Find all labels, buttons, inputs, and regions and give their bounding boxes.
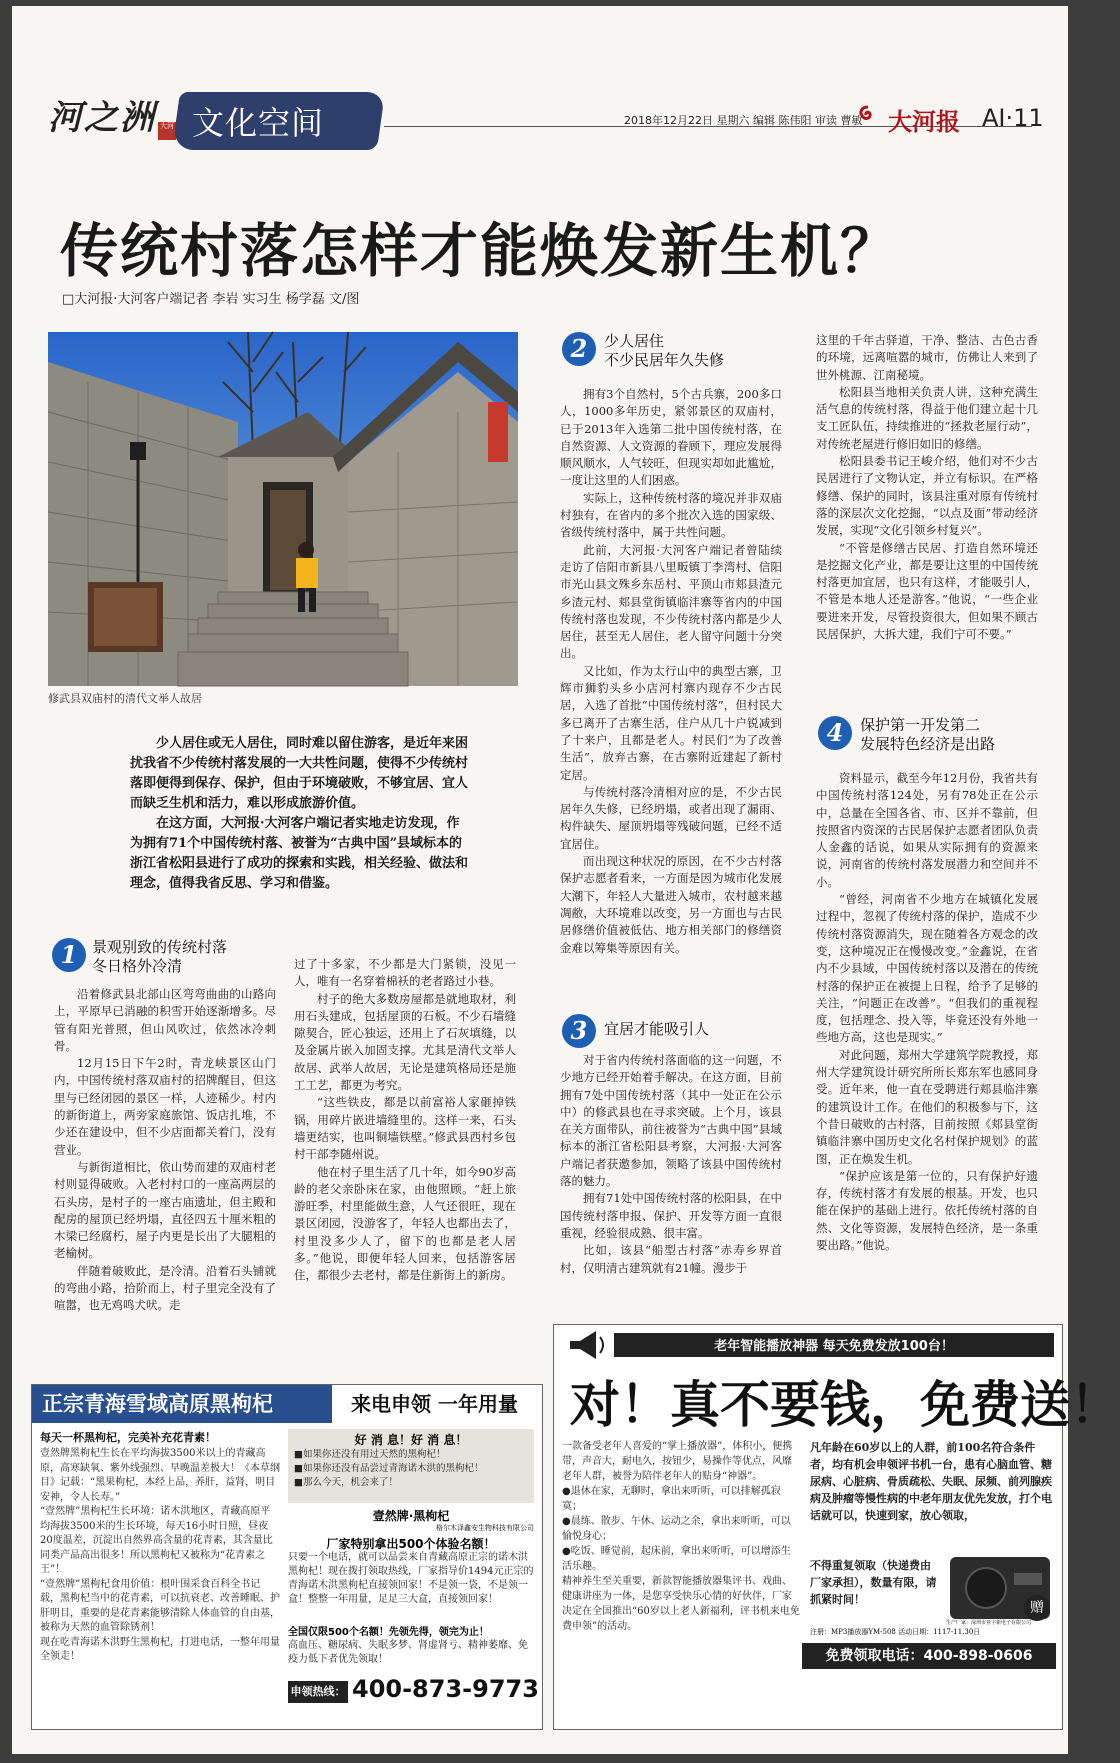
paragraph: 拥有3个自然村，5个古兵寨，200多口人，1000多年历史，紧邻景区的双庙村，已于2013年入选第二批中国传统村落，在自然资源、人文资源的眷顾下，理应发展得顺风顺水，人气较旺，但现实却如此尴尬，一度让这里的人们困惑。 [560,387,782,488]
section-3-number: 3 [562,1014,596,1048]
paragraph: 伴随着破败此，是冷清。沿着石头铺就的弯曲小路，拾阶而上，村子里完全没有了喧嚣，也无鸡鸣犬吠。走 [54,1263,276,1313]
ad-maker: 格尔木泽鑫安生物科技有限公司 [436,1524,534,1532]
section-3-heading: 宜居才能吸引人 [604,1020,710,1038]
section-2-heading [604,332,764,370]
paragraph: 又比如，作为太行山中的典型古寨，卫辉市狮豹头乡小店河村寨内现存不少古民居，入选了首批“中国传统村落”，但村民大多已离开了古寨生活，住户从几十户锐减到了十来户，且都是老人。村民们“为了改善生活”，放弃古寨，在古寨附近建起了新村定居。 [560,663,782,782]
section-heading-line: 景观别致的传统村落 [92,938,228,956]
newspaper-page [12,6,1120,1754]
ad-bullet: ●退休在家，无聊时，拿出来听听，可以排解孤寂寞； [562,1486,781,1512]
good-news-item: ■那么今天，机会来了！ [294,1477,398,1488]
paragraph: 此前，大河报·大河客户端记者曾陆续走访了信阳市新县八里畈镇丁李湾村、信阳市光山县文殊乡东岳村、平顶山市郏县渣元乡渣元村、郏县堂街镇临沣寨等省内的中国传统村落也发现，不少传统村落内都是少人居住，甚至无人居住，老人留守问题十分突出。 [560,542,782,661]
goji-advertisement [31,1384,543,1730]
ad2-body [562,1439,800,1634]
ad-body [40,1447,280,1665]
paper-name: 大河报 [888,107,960,136]
ad-limit: 全国仅限500个名额！先领先得，领完为止！ [288,1627,489,1638]
ad-paragraph: “壹然牌”黑枸杞生长环境：诺木洪地区，青藏高原平均海拔3500米的生长环境，每天16小时日照，昼夜20度温差，沉淀出自然界高含量的花青素，其含量比同类产品高出很多！所以黑枸杞又被称为“花青素之王”！ [40,1506,273,1575]
section-title: 文化空间 [192,104,325,142]
ad-groups: 高血压、糖尿病、失眠多梦、肾虚肾亏、精神萎靡、免疫力低下者优先领取！ [288,1640,528,1665]
article-column-4b [816,770,1038,1254]
paragraph: “曾经，河南省不少地方在城镇化发展过程中，忽视了传统村落的保护，造成不少传统村落资源消失，现在随着各方观念的改变，这种境况正在慢慢改变。”金鑫说，在省内不少县域，中国传统村落以及潜在的传统村落的保护正在被提上日程，给予了足够的关注，“问题正在改善”。“但我们的重视程度，包括理念、投入等，毕竟还没有外地一些地方高，这也是现实。” [816,892,1038,1045]
paper-logo-icon [856,104,880,128]
section-heading-line: 少人居住 [604,332,665,350]
logo-seal: 大河 [158,122,176,140]
paragraph: “不管是修缮古民居、打造自然环境还是挖掘文化产业，都是要让这里的中国传统村落更加宜居，也只有这样，才能吸引人，不管是本地人还是游客。”他说，“一些企业要进来开发，尽管投资很大，但如果不顾古民居保护，大拆大建，我们宁可不要。” [816,540,1038,642]
paragraph: 他在村子里生活了几十年，如今90岁高龄的老父亲卧床在家，由他照顾。“赶上旅游旺季，村里能做生意，人气还很旺，现在景区闭园，没游客了，年轻人也都出去了，村里没多少人了，留下的也都是老人居多。”他说，即便年轻人回来，包括游客居住，都很少去老村，都是住新街上的新房。 [294,1164,516,1283]
paragraph: 与传统村落冷清相对应的是，不少古民居年久失修，已经坍塌，或者出现了漏雨、构件缺失、屋顶坍塌等残破问题，已经不适宜居住。 [560,784,782,851]
good-news-item: ■如果你还没有品尝过青海诺木洪的黑枸杞！ [294,1463,484,1474]
paragraph: 这里的千年古驿道，干净、整洁、古色古香的环境，远离喧嚣的城市，仿佛让人来到了世外桃源、江南秘境。 [816,333,1038,382]
ad-banner: 老年智能播放神器 每天免费发放100台！ [714,1339,954,1354]
ad-title: 正宗青海雪域高原黑枸杞 [32,1385,332,1423]
paragraph: 沿着修武县北部山区弯弯曲曲的山路向上，平原早已消融的积雪开始逐渐增多。尽管有阳光普照，但山风吹过，依然冰冷刺骨。 [54,987,276,1053]
village-photo [48,332,518,686]
ad2-note: 注册：MP3播放器YM-508 活动日期：1117-11.30日 [810,1628,981,1636]
article-column-3b [560,1052,782,1277]
paragraph: 12月15日下午2时，青龙峡景区山门内，中国传统村落双庙村的招牌醒目，但这里与已经闭园的景区一样，人迹稀少。村内的新街道上，两旁家庭旅馆、饭店扎堆，不少还在建设中，但不少店面都关着门，没有营业。 [54,1056,276,1157]
ad2-limit: 不得重复领取（快递费由厂家承担），数量有限，请抓紧时间！ [810,1559,937,1606]
megaphone-icon [566,1329,610,1361]
page-number: AⅠ·11 [982,104,1044,132]
hotline-number[interactable]: 400-873-9773 [352,1675,539,1703]
paragraph: 而出现这种状况的原因，在不少古村落保护志愿者看来，一方面是因为城市化发展大潮下，年轻人大量进入城市，农村越来越凋敝，大环境难以改变，另一方面也与古民居修缮价值被低估、地方相关部门的修缮资金难以筹集等原因有关。 [560,854,782,955]
ad-paragraph: “壹然牌”黑枸杞食用价值：根叶围采食百科全书记载，黑枸杞当中的花青素，可以抗衰老、改善睡眠、护肝明目，重要的是花青素能够清除人体血管的自由基，被称为天然的血管除锈剂！ [40,1578,280,1633]
ad-offer: 厂家特别拿出500个体验名额！ [326,1537,496,1551]
phone-label: 免费领取电话： [825,1648,924,1664]
paragraph: 资料显示，截至今年12月份，我省共有中国传统村落124处，另有78处正在公示中，总量在全国各省、市、区并不靠前，但按照省内资深的古民居保护志愿者团队负责人金鑫的话说，如果从实际拥有的资源来说，河南省的传统村落发展潜力和空间并不小。 [816,771,1038,889]
phone-number[interactable]: 400-898-0606 [923,1648,1033,1664]
paragraph: 对此问题，郑州大学建筑学院教授，郑州大学建筑设计研究所所长郑东军也感同身受。近年来，他一直在受聘进行郏县临沣寨的建筑设计工作。在他们的积极参与下，这个昔日破败的古村落，目前按照《郏县堂街镇临沣寨中国历史文化名村保护规划》的蓝图，正在焕发生机。 [816,1047,1038,1166]
ad-paragraph: 现在吃青海诺木洪野生黑枸杞，打进电话，一整年用量全领走！ [40,1636,280,1662]
paragraph: “这些铁皮，都是以前富裕人家砸掉铁锅，用碎片嵌进墙缝里的。这样一来，石头墙更结实，也叫铜墙铁壁。”修武县西村乡包村干部李随州说。 [294,1095,516,1162]
ad2-phone[interactable] [802,1643,1056,1669]
lead-paragraph: 在这方面，大河报·大河客户端记者实地走访发现，作为拥有71个中国传统村落、被誉为“古典中国”县域标本的浙江省松阳县进行了成功的探索和实践，相关经验、做法和理念，值得我省反思、学习和借鉴。 [130,816,469,891]
article-column-1 [54,986,276,1315]
column-logo: 河之洲 [48,98,156,138]
photo-caption: 修武县双庙村的清代文举人故居 [48,692,202,705]
hotline-label: 申领热线： [288,1681,348,1703]
paragraph: 村子的绝大多数房屋都是就地取材，利用石头建成，包括屋顶的石板。不少石墙缝隙契合，匠心独运，还用上了石灰填缝，以及金属片嵌入加固支撑。尤其是清代文举人故居、武举人故居，无论是建筑格局还是施工工艺，都更为考究。 [294,991,516,1093]
ad-paragraph: 一款备受老年人喜爱的“掌上播放器”，体积小，便携带，声音大，耐电久，按钮少，易操作等优点，风靡老年人群，被誉为陪伴老年人的贴身“神器”。 [562,1441,793,1482]
ad-offer-body: 只要一个电话，就可以品尝来自青藏高原正宗的诺木洪黑枸杞！现在拨打领取热线，厂家指导价1494元正宗的青海诺木洪黑枸杞直接领回家！不是领一袋，不是领一盒！整整一年用量，足足三大盒，直接领回家！ [288,1552,534,1605]
headline: 传统村落怎样才能焕发新生机？ [60,217,901,285]
issue-date: 2018年12月22日 星期六 编辑 陈伟阳 审读 曹敏 [624,114,863,127]
article-column-4 [816,332,1038,643]
article-lead [130,734,470,894]
ad-paragraph: 精神养生至关重要，新款智能播放器集评书、戏曲、健康讲座为一体，是您享受快乐心情的好伙伴，厂家决定在全国推出“60岁以上老人新福利，评书机来电免费申领”的活动。 [562,1576,800,1632]
ad-slogan: 对！真不要钱，免费送！ [570,1376,1120,1434]
ad-bullet: ●晨练、散步、午休、运动之余，拿出来听听，可以愉悦身心； [562,1516,791,1542]
section-1-number: 1 [52,938,86,972]
section-1-heading [92,938,262,976]
good-news-box [288,1429,534,1503]
good-news-title: 好 消 息！好 消 息！ [354,1433,468,1447]
ad-brand: 壹然牌·黑枸杞 [372,1509,450,1523]
section-4-number: 4 [818,716,852,750]
section-4-heading [860,716,1040,754]
paragraph: 松阳县当地相关负责人讲，这种充满生活气息的传统村落，得益于他们建立起十几支工匠队伍，持续推进的“拯救老屋行动”，对传统老屋进行修旧如旧的修缮。 [816,384,1038,451]
lead-paragraph: 少人居住或无人居住，同时难以留住游客，是近年来困扰我省不少传统村落发展的一大共性问题，使得不少传统村落即便得到保存、保护，但由于环境破败，不够宜居、宜人而缺乏生机和活力，难以形成旅游价值。 [130,736,469,811]
paragraph: 与新街道相比，依山势而建的双庙村老村则显得破败。入老村村口的一座高两层的石头房，是村子的一座古庙遗址，但主殿和配房的屋顶已经坍塌，直径四五十厘米粗的木梁已经腐朽，屋子内更是长出了大腿粗的老榆树。 [54,1159,276,1261]
ad-tagline: 每天一杯黑枸杞，完美补充花青素！ [40,1431,216,1444]
section-2-number: 2 [562,332,596,366]
good-news-item: ■如果你还没有用过天然的黑枸杞！ [294,1449,446,1460]
section-heading-line: 保护第一开发第二 [860,716,981,734]
section-heading-line: 冬日格外冷清 [92,957,183,975]
paragraph: 过了十多家，不少都是大门紧锁，没见一人，唯有一名穿着棉袄的老者路过小巷。 [294,957,516,989]
byline: □大河报·大河客户端记者 李岩 实习生 杨学磊 文/图 [62,292,360,307]
ad-paragraph: 壹然牌黑枸杞生长在平均海拔3500米以上的青藏高原，高寒缺氧、紫外线强烈、早晚温差极大！《本草纲目》记载：“黑果枸杞，本经上品，养肝，益肾，明目安神，令人长寿。” [40,1448,280,1503]
ad-callout: 来电申领 一年用量 [351,1392,518,1416]
good-news-list [288,1448,534,1490]
paragraph: 比如，该县“船型古村落”赤寿乡界首村，仅明清古建筑就有21幢。漫步于 [560,1243,782,1275]
paragraph: 对于省内传统村落面临的这一问题，不少地方已经开始着手解决。在这方面，目前拥有7处中国传统村落（其中一处正在公示中）的修武县也在寻求突破。上个月，该县在关方面带队，前往被誉为“古典中国”县域标本的浙江省松阳县考察，大河报·大河客户端记者获邀参加，领略了该县中国传统村落的魅力。 [560,1053,782,1189]
paragraph: 实际上，这种传统村落的境况并非双庙村独有，在省内的多个批次入选的国家级、省级传统村落中，属于共性问题。 [560,490,782,540]
article-column-2 [294,956,516,1285]
paragraph: 松阳县委书记王峻介绍，他们对不少古民居进行了文物认定，并立有标识。在严格修缮、保护的同时，该县注重对原有传统村落的深层次文化挖掘，“以点及面”带动经济发展，实现“文化引领乡村复兴”。 [816,454,1038,538]
ad2-maker: 生产厂家：深圳市亚宇新电子有限公司 [946,1620,1032,1626]
ad2-conditions: 凡年龄在60岁以上的人群，前100名符合条件者，均有机会申领评书机一台，患有心脑血管、糖尿病、心脏病、骨质疏松、失眠、尿频、前列腺疾病及肿瘤等慢性病的中老年朋友优先发放，打个电话就可以，快速到家，放心领取， [810,1441,1052,1522]
article-column-3 [560,386,782,957]
player-advertisement [553,1324,1120,1730]
paragraph: 拥有71处中国传统村落的松阳县，在中国传统村落申报、保护、开发等方面一直很重视，经验很成熟、很丰富。 [560,1191,782,1240]
gift-badge: 赠 [1024,1595,1050,1621]
section-heading-line: 发展特色经济是出路 [860,735,996,753]
paragraph: “保护应该是第一位的，只有保护好遗存，传统村落才有发展的根基。开发，也只能在保护的基础上进行。依托传统村落的自然、文化等资源，发展特色经济，是一条重要出路。”他说。 [816,1168,1038,1253]
ad-bullet: ●吃饭、睡觉前，起床前，拿出来听听，可以增添生活乐趣。 [562,1546,791,1572]
section-heading-line: 不少民居年久失修 [604,351,725,369]
